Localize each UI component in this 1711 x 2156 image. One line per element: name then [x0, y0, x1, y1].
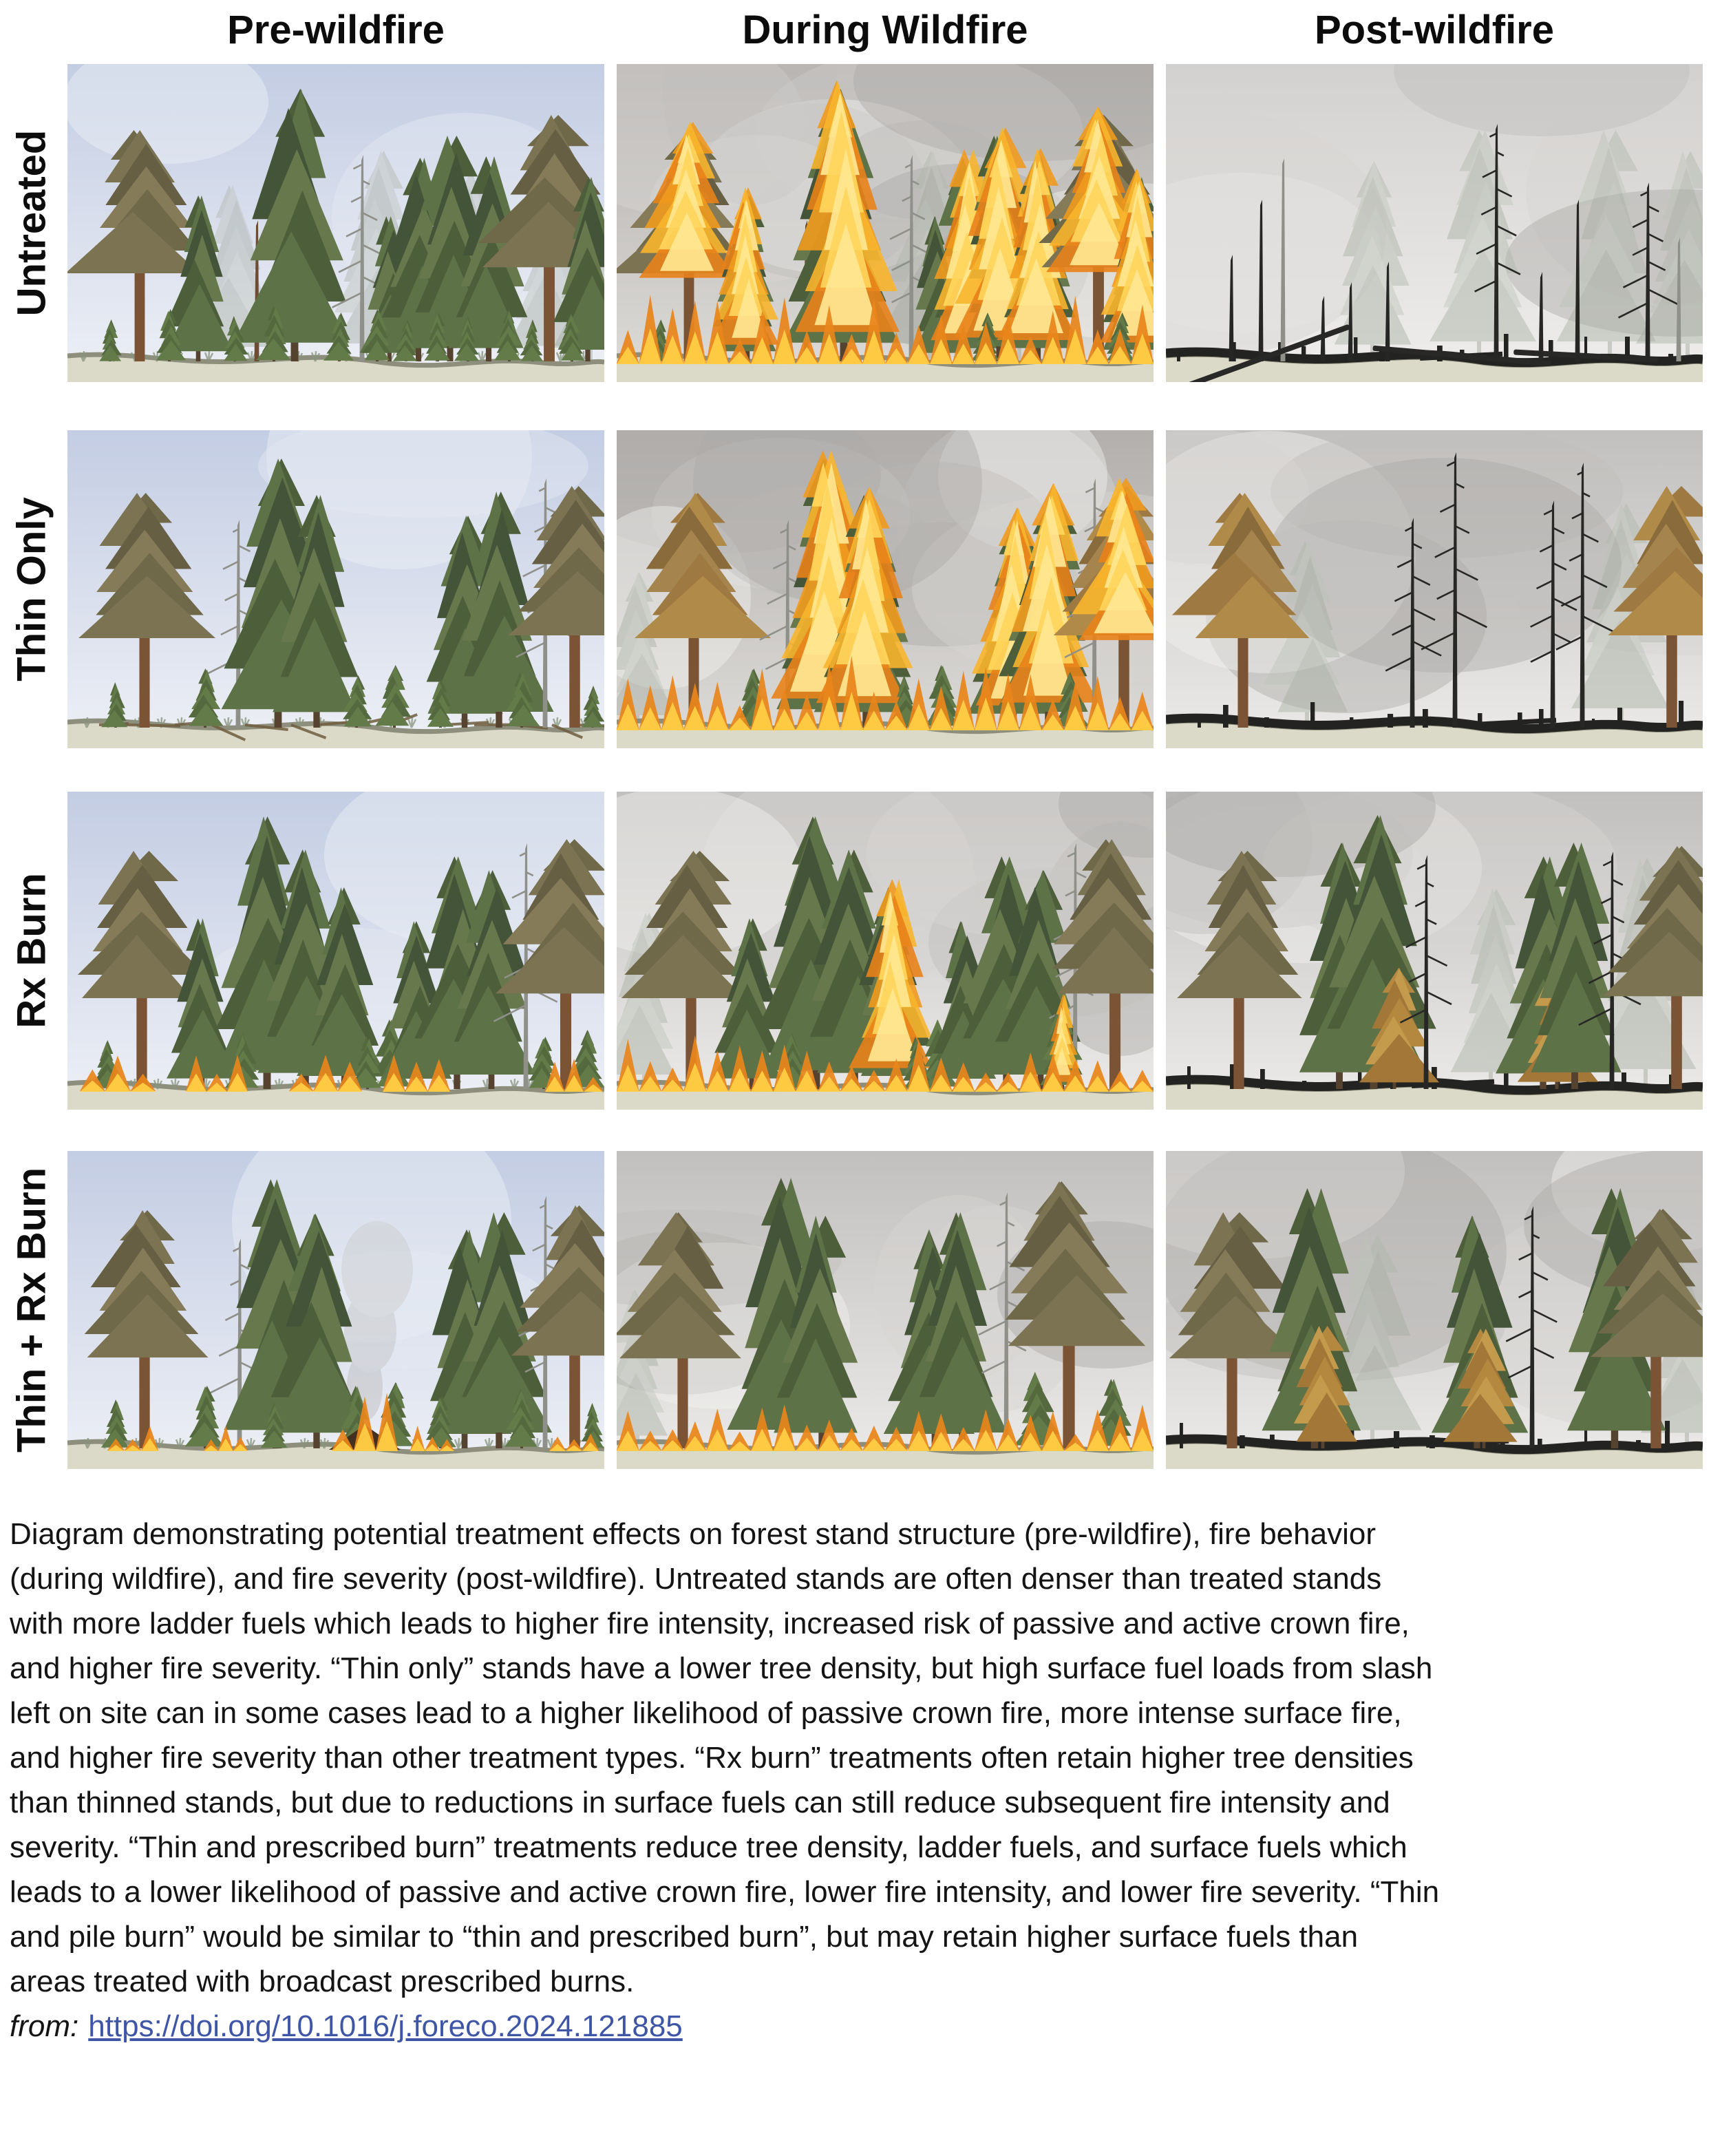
panel-untreated-during-wildfire — [617, 64, 1154, 382]
panel-thin-only-pre-wildfire — [67, 430, 604, 748]
panel-thin-rx-burn-post-wildfire — [1166, 1151, 1703, 1469]
figure-caption — [10, 1512, 1440, 2049]
panel-thin-rx-burn-during-wildfire — [617, 1151, 1154, 1469]
panel-rx-burn-during-wildfire — [617, 792, 1154, 1110]
panel-untreated-post-wildfire — [1166, 64, 1703, 382]
column-header-post-wildfire: Post-wildfire — [1314, 8, 1555, 52]
panel-thin-only-during-wildfire — [617, 430, 1154, 748]
caption-text: Diagram demonstrating potential treatment effects on forest stand structure (pre-wildfire), fire behavior (during wildfire), and fire severity (post-wildfire). Untreated stands are often denser than treated stands with more ladder fuels which leads to higher fire intensity, increased risk of passive and active crown fire, and higher fire severity. “Thin only” stands have a lower tree density, but high surface fuel loads from slash left on site can in some cases lead to a higher likelihood of passive crown fire, more intense surface fire, and higher fire severity than other treatment types. “Rx burn” treatments often retain higher tree densities than thinned stands, but due to reductions in surface fuels can still reduce subsequent fire intensity and severity. “Thin and prescribed burn” treatments reduce tree density, ladder fuels, and surface fuels which leads to a lower likelihood of passive and active crown fire, lower fire intensity, and lower fire severity. “Thin and pile burn” would be similar to “thin and prescribed burn”, but may retain higher surface fuels than areas treated with broadcast prescribed burns. — [10, 1517, 1440, 1998]
row-label-rx-burn: Rx Burn — [9, 873, 54, 1028]
row-label-thin-rx-burn: Thin + Rx Burn — [9, 1167, 54, 1453]
column-header-during-wildfire: During Wildfire — [742, 8, 1028, 52]
caption-source-line — [10, 2004, 1440, 2049]
panel-thin-only-post-wildfire — [1166, 430, 1703, 748]
column-header-pre-wildfire: Pre-wildfire — [227, 8, 445, 52]
caption-source-label: from: — [10, 2009, 79, 2043]
panel-untreated-pre-wildfire — [67, 64, 604, 382]
panel-rx-burn-pre-wildfire — [67, 792, 604, 1110]
row-label-thin-only: Thin Only — [9, 497, 54, 681]
doi-link[interactable]: https://doi.org/10.1016/j.foreco.2024.121885 — [88, 2009, 683, 2043]
panel-thin-rx-burn-pre-wildfire — [67, 1151, 604, 1469]
row-label-untreated: Untreated — [9, 129, 54, 317]
panel-rx-burn-post-wildfire — [1166, 792, 1703, 1110]
